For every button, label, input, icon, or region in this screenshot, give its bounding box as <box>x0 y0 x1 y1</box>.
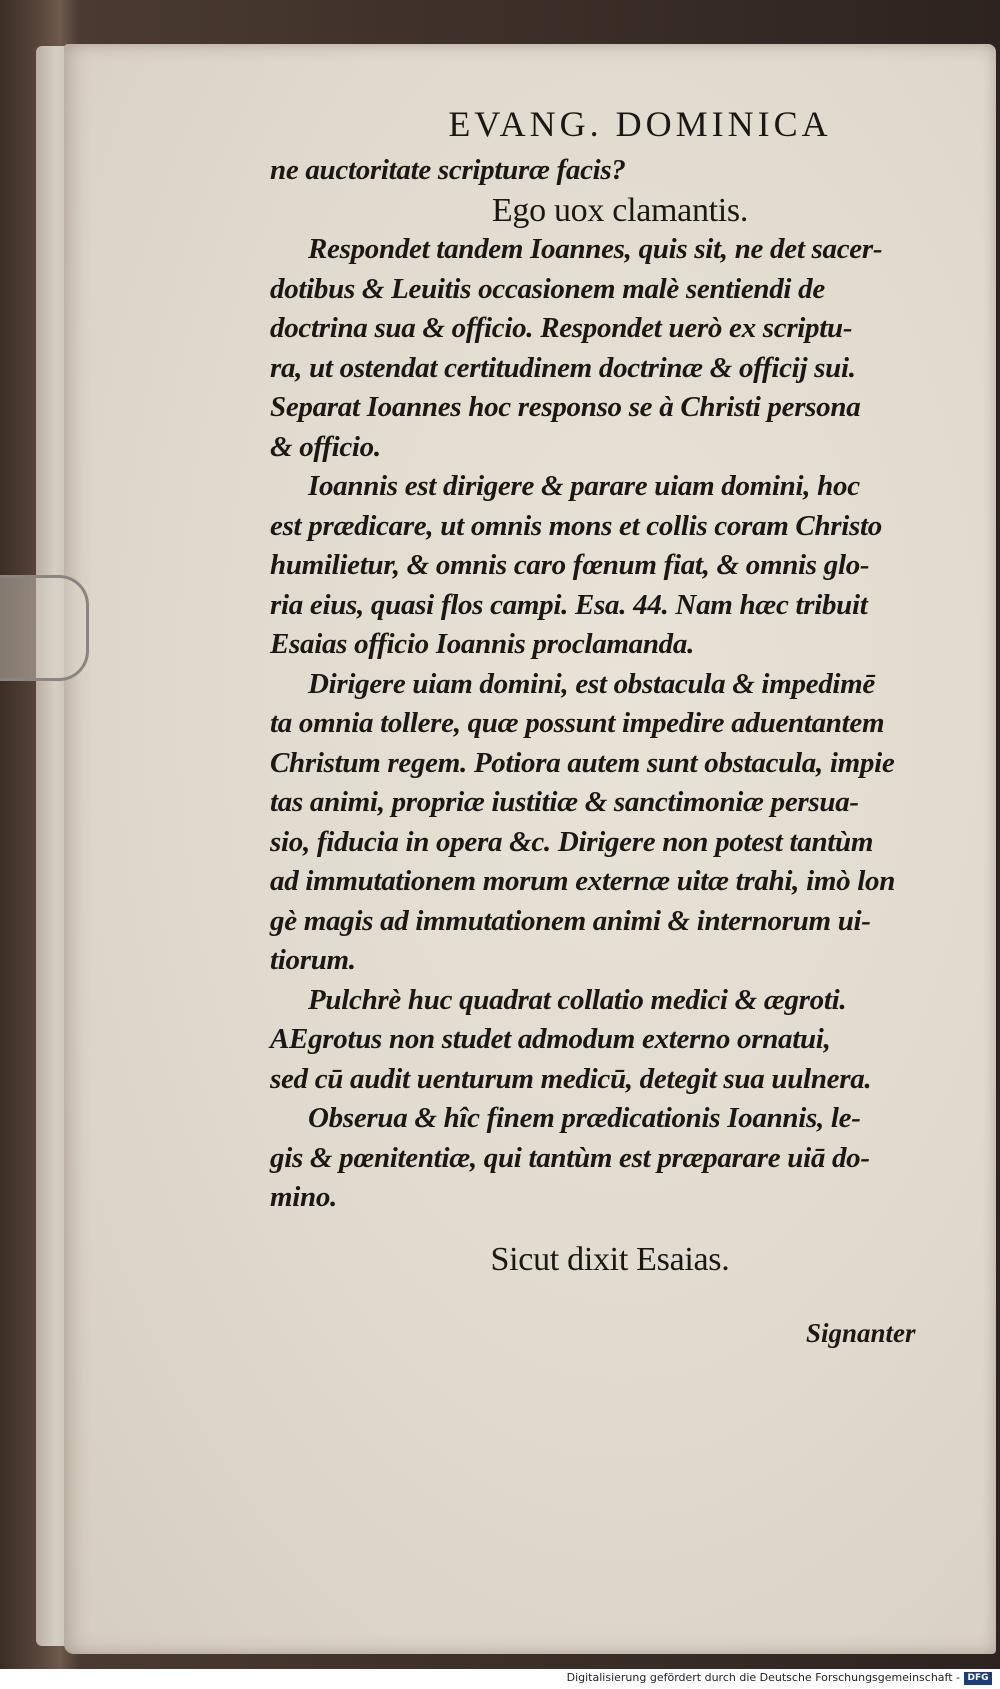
text-line: gis & pœnitentiæ, qui tantùm est præparare uiā do- <box>270 1141 870 1174</box>
text-line: tas animi, propriæ iustitiæ & sanctimoniæ persua- <box>270 786 859 818</box>
text-line: Sicut dixit Esaias. <box>490 1240 730 1278</box>
text-line: Ego uox clamantis. <box>491 191 749 229</box>
text-line: ad immutationem morum externæ uitæ trahi, imò lon <box>270 865 896 897</box>
text-line: gè magis ad immutationem animi & internorum ui- <box>270 904 871 937</box>
text-line: humilietur, & omnis caro fœnum fiat, & omnis glo- <box>270 549 870 581</box>
text-line: dotibus & Leuitis occasionem malè sentiendi de <box>270 272 825 305</box>
text-lines <box>270 151 950 1279</box>
text-line: & officio. <box>270 430 381 463</box>
text-line: sio, fiducia in opera &c. Dirigere non potest tantùm <box>270 825 874 858</box>
text-line: Separat Ioannes hoc responso se à Christi persona <box>270 391 861 423</box>
footer-bar <box>0 1669 1000 1689</box>
text-line: Obserua & hîc finem prædicationis Ioannis, le- <box>308 1102 861 1134</box>
text-line: mino. <box>270 1181 337 1213</box>
text-line: tiorum. <box>270 944 356 976</box>
catchword: Signanter <box>806 1318 916 1348</box>
text-line: Respondet tandem Ioannes, quis sit, ne det sacer- <box>308 233 883 265</box>
dfg-logo-icon: DFG <box>964 1672 992 1685</box>
text-line: ne auctoritate scripturæ facis? <box>270 154 626 186</box>
running-head: EVANG. DOMINICA <box>448 104 832 144</box>
text-line: sed cū audit uenturum medicū, detegit sua uulnera. <box>270 1062 872 1095</box>
text-line: ria eius, quasi flos campi. Esa. 44. Nam hæc tribuit <box>270 588 868 621</box>
page-text <box>270 103 950 1279</box>
text-line: ra, ut ostendat certitudinem doctrinæ & officij sui. <box>270 351 856 384</box>
text-line: Esaias officio Ioannis proclamanda. <box>270 628 695 660</box>
text-line: Ioannis est dirigere & parare uiam domini, hoc <box>308 470 860 502</box>
funding-credit: Digitalisierung gefördert durch die Deutsche Forschungsgemeinschaft - <box>566 1671 960 1684</box>
text-line: Pulchrè huc quadrat collatio medici & ægroti. <box>308 983 847 1016</box>
text-line: doctrina sua & officio. Respondet uerò ex scriptu- <box>270 312 853 344</box>
text-line: ta omnia tollere, quæ possunt impedire aduentantem <box>270 707 885 739</box>
text-line: est prædicare, ut omnis mons et collis coram Christo <box>270 509 882 542</box>
text-line: AEgrotus non studet admodum externo ornatui, <box>270 1023 831 1055</box>
text-line: Christum regem. Potiora autem sunt obstacula, impie <box>270 746 895 779</box>
bookmark-clip <box>0 575 89 681</box>
text-line: Dirigere uiam domini, est obstacula & impedimē <box>308 667 876 700</box>
